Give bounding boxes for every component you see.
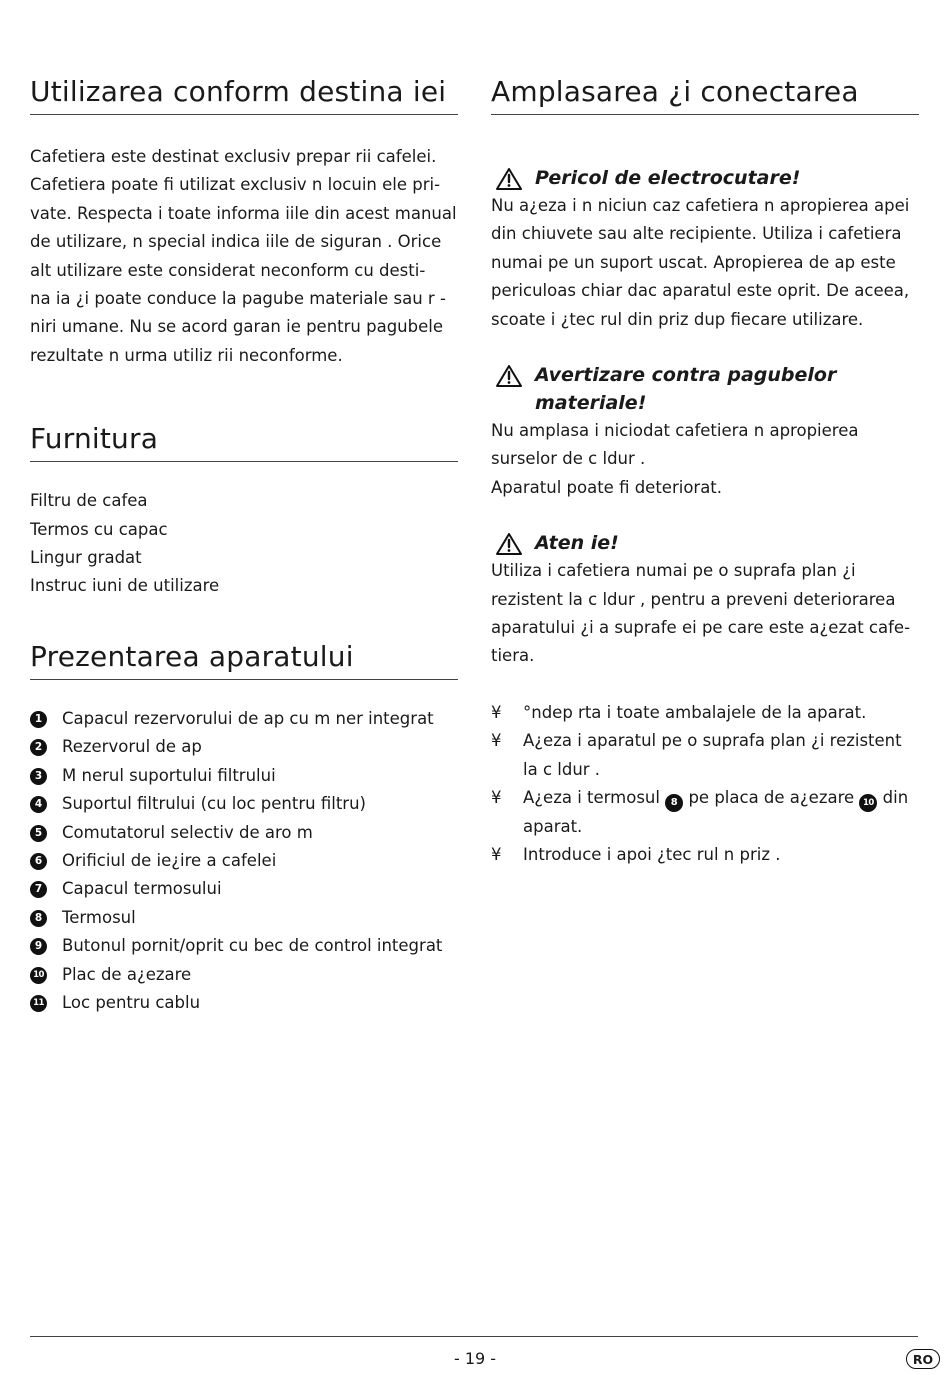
- warning-triangle-icon: [495, 167, 523, 191]
- part-label: Rezervorul de ap: [62, 737, 202, 757]
- number-badge: 8: [665, 794, 683, 812]
- step-item: ¥ A¿eza i aparatul pe o suprafa plan ¿i rezistent la c ldur .: [491, 727, 919, 784]
- part-label: Termosul: [62, 907, 136, 927]
- text-line: vate. Respecta i toate informa iile din acest manual: [30, 203, 457, 223]
- part-item: [30, 961, 458, 989]
- part-item: [30, 875, 458, 903]
- text-line: surselor de c ldur .: [491, 449, 646, 469]
- number-badge: 8: [30, 910, 47, 927]
- number-badge: 5: [30, 825, 47, 842]
- number-badge: 10: [30, 967, 47, 984]
- presentation-heading: Prezentarea aparatului: [30, 639, 458, 680]
- intended-use-paragraph: [30, 143, 458, 370]
- part-item: [30, 932, 458, 960]
- part-label: M nerul suportului filtrului: [62, 765, 276, 785]
- part-item: [30, 733, 458, 761]
- text-line: Nu amplasa i niciodat cafetiera n apropierea: [491, 421, 859, 441]
- list-item: Termos cu capac: [30, 519, 168, 539]
- text-line: Aparatul poate fi deteriorat.: [491, 477, 723, 497]
- furnitura-heading: Furnitura: [30, 421, 458, 462]
- warning-title: Avertizare contra pagubelor materiale!: [491, 361, 919, 417]
- number-badge: 10: [859, 794, 877, 812]
- list-item: Instruc iuni de utilizare: [30, 576, 220, 596]
- part-label: Orificiul de ie¿ire a cafelei: [62, 850, 277, 870]
- part-item: [30, 989, 458, 1017]
- left-column: [30, 74, 458, 1017]
- bullet-icon: ¥: [491, 788, 502, 808]
- text-line: tiera.: [491, 646, 535, 666]
- step-item: ¥ A¿eza i termosul 8 pe placa de a¿ezare 10 din aparat.: [491, 784, 919, 841]
- part-item: [30, 762, 458, 790]
- bullet-icon: ¥: [491, 731, 502, 751]
- part-item: [30, 847, 458, 875]
- list-item: Lingur gradat: [30, 548, 142, 568]
- number-badge: 2: [30, 739, 47, 756]
- text-line: Utiliza i cafetiera numai pe o suprafa plan ¿i: [491, 561, 856, 581]
- step-item: ¥ °ndep rta i toate ambalajele de la aparat.: [491, 699, 919, 727]
- bullet-icon: ¥: [491, 702, 502, 722]
- text-line: scoate i ¿tec rul din priz dup fiecare utilizare.: [491, 309, 864, 329]
- text-line: Cafetiera este destinat exclusiv prepar rii cafelei.: [30, 147, 437, 166]
- warning-property-damage: [491, 361, 919, 502]
- step-item: ¥ Introduce i apoi ¿tec rul n priz .: [491, 841, 919, 869]
- text-line: rezistent la c ldur , pentru a preveni deteriorarea: [491, 589, 896, 609]
- language-badge: RO: [906, 1349, 940, 1369]
- part-label: Comutatorul selectiv de aro m: [62, 822, 313, 842]
- warning-title: Pericol de electrocutare!: [491, 164, 919, 192]
- setup-heading: Amplasarea ¿i conectarea: [491, 74, 919, 115]
- number-badge: 4: [30, 796, 47, 813]
- part-label: Butonul pornit/oprit cu bec de control integrat: [62, 936, 443, 956]
- number-badge: 11: [30, 995, 47, 1012]
- list-item: Filtru de cafea: [30, 491, 148, 511]
- warning-title: Aten ie!: [491, 529, 919, 557]
- number-badge: 9: [30, 938, 47, 955]
- warning-electrocution: [491, 164, 919, 334]
- text-line: numai pe un suport uscat. Apropierea de ap este: [491, 252, 896, 272]
- part-label: Suportul filtrului (cu loc pentru filtru): [62, 794, 366, 814]
- number-badge: 6: [30, 853, 47, 870]
- warning-triangle-icon: [495, 364, 523, 388]
- parts-list: [30, 705, 458, 1017]
- furnitura-list: [30, 487, 458, 601]
- text-line: Nu a¿eza i n niciun caz cafetiera n apropierea apei: [491, 196, 910, 215]
- text-line: din chiuvete sau alte recipiente. Utiliza i cafetiera: [491, 224, 902, 244]
- part-label: Loc pentru cablu: [62, 992, 201, 1012]
- number-badge: 3: [30, 768, 47, 785]
- footer-divider: [30, 1336, 918, 1337]
- right-column: [491, 74, 919, 869]
- bullet-icon: ¥: [491, 844, 502, 864]
- text-line: na ia ¿i poate conduce la pagube materiale sau r -: [30, 289, 446, 309]
- number-badge: 7: [30, 881, 47, 898]
- part-label: Capacul termosului: [62, 879, 222, 899]
- text-line: aparatului ¿i a suprafe ei pe care este a¿ezat cafe-: [491, 618, 911, 638]
- number-badge: 1: [30, 711, 47, 728]
- warning-triangle-icon: [495, 532, 523, 556]
- part-label: Plac de a¿ezare: [62, 964, 192, 984]
- warning-attention: [491, 529, 919, 671]
- part-item: [30, 705, 458, 733]
- intended-use-heading: Utilizarea conform destina iei: [30, 74, 458, 115]
- setup-steps: [491, 699, 919, 869]
- part-item: [30, 790, 458, 818]
- text-line: de utilizare, n special indica iile de siguran . Orice: [30, 232, 442, 252]
- part-item: [30, 904, 458, 932]
- text-line: rezultate n urma utiliz rii neconforme.: [30, 345, 343, 365]
- text-line: alt utilizare este considerat neconform cu desti-: [30, 260, 426, 280]
- part-item: [30, 819, 458, 847]
- part-label: Capacul rezervorului de ap cu m ner integrat: [62, 708, 434, 728]
- page-number: - 19 -: [453, 1349, 497, 1368]
- text-line: niri umane. Nu se acord garan ie pentru pagubele: [30, 317, 443, 337]
- text-line: periculoas chiar dac aparatul este oprit. De aceea,: [491, 281, 910, 301]
- text-line: Cafetiera poate fi utilizat exclusiv n locuin ele pri-: [30, 175, 441, 195]
